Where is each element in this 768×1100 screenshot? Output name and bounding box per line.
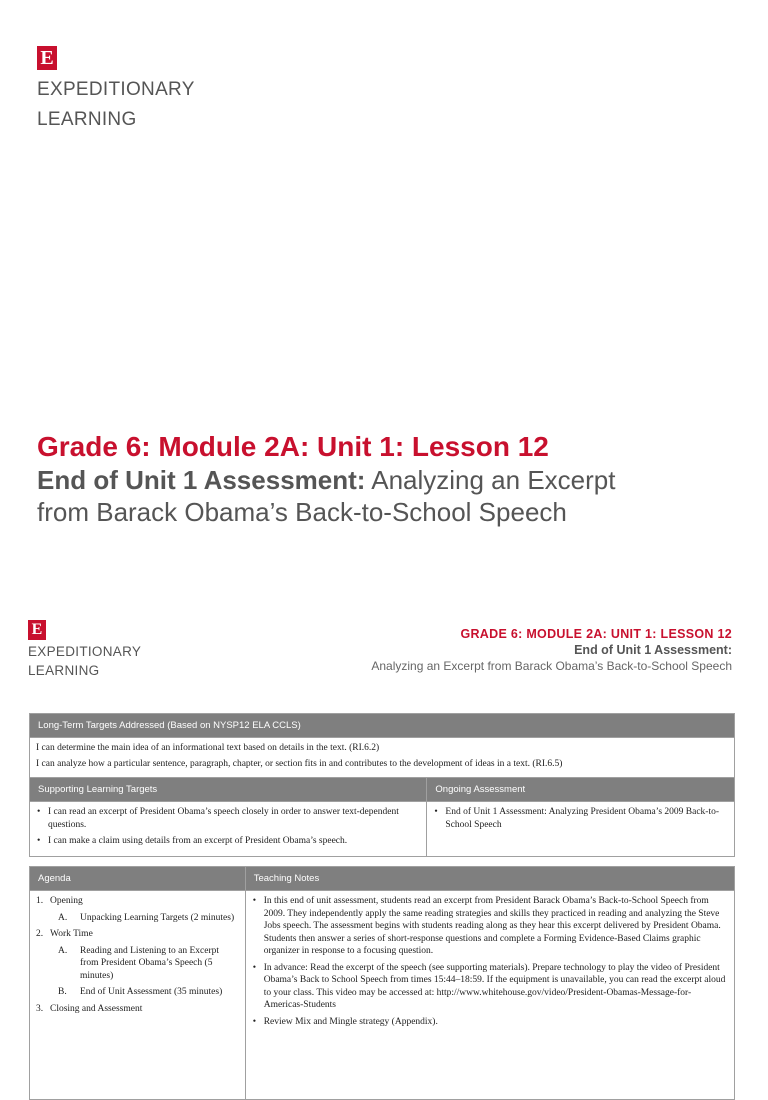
long-term-targets — [30, 738, 735, 778]
lesson-subtitle-line1 — [37, 464, 737, 496]
list-item: • Review Mix and Mingle strategy (Appendix). — [252, 1016, 438, 1027]
agenda-item: 3. Closing and Assessment — [36, 1003, 143, 1014]
lesson-title: Grade 6: Module 2A: Unit 1: Lesson 12 — [37, 431, 549, 462]
long-term-targets-header: Long-Term Targets Addressed (Based on NYSP12 ELA CCLS) — [30, 714, 735, 738]
teaching-notes-header: Teaching Notes — [245, 867, 734, 891]
agenda-table — [29, 866, 735, 1100]
target-line: I can analyze how a particular sentence, paragraph, chapter, or section fits in and contributes to the development of ideas in a text. (RI.6.5) — [36, 758, 563, 769]
agenda-list — [30, 891, 246, 1100]
list-item: • I can make a claim using details from an excerpt of President Obama’s speech. — [37, 836, 348, 846]
agenda-subitem: A. Unpacking Learning Targets (2 minutes) — [58, 912, 235, 923]
header-assessment: End of Unit 1 Assessment: — [574, 643, 732, 657]
agenda-item: 2. Work Time — [36, 929, 93, 939]
supporting-targets — [30, 802, 427, 857]
target-line: I can determine the main idea of an informational text based on details in the text. (RI.6.2) — [36, 743, 380, 753]
expeditionary-learning-logo — [37, 46, 195, 130]
teaching-notes — [245, 891, 734, 1100]
assessment-label: End of Unit 1 Assessment: — [37, 465, 366, 495]
agenda-item: 1. Opening — [36, 896, 83, 906]
agenda-header: Agenda — [30, 867, 246, 891]
lesson-subtitle-line2: from Barack Obama’s Back-to-School Speech — [37, 497, 567, 527]
header-subtitle: Analyzing an Excerpt from Barack Obama’s Back-to-School Speech — [371, 659, 732, 673]
bullet-icon: • — [252, 1016, 257, 1027]
supporting-targets-header: Supporting Learning Targets — [30, 778, 427, 802]
targets-table — [29, 713, 735, 857]
logo-word-line1: EXPEDITIONARY — [37, 79, 195, 100]
header-logo — [28, 620, 141, 678]
header-logo-line2: LEARNING — [28, 663, 100, 679]
list-item: • End of Unit 1 Assessment: Analyzing President Obama’s 2009 Back-to-School Speech — [434, 807, 720, 830]
ongoing-assessment — [427, 802, 735, 857]
list-item: • In this end of unit assessment, students read an excerpt from President Barack Obama’s Back-to-School Speech from 2009. They independently apply the same reading strategies and skills they practiced in reading and analyzing the Steve Jobs speech. The assessment begins with students reading along as they hear this excerpt delivered by President Obama. Students then answer a series of short-response questions and complete a Forming Evidence-Based Claims graphic organizer in response to a focusing question. — [252, 896, 721, 956]
subtitle-rest: Analyzing an Excerpt — [365, 465, 616, 495]
list-item: • I can read an excerpt of President Obama’s speech closely in order to answer text-dependent questions. — [37, 807, 399, 830]
bullet-icon: • — [252, 896, 257, 906]
page-header — [371, 626, 732, 674]
list-item: • In advance: Read the excerpt of the speech (see supporting materials). Prepare technology to play the video of President Obama’s Back to School Speech from times 15:44–18:59. If the equipment is unavailable, you can read the excerpt aloud to your class. This video may be accessed at: http://www.whitehouse.gov/video/President-Obamas-Message-for-Americas-Students — [252, 962, 726, 1010]
agenda-subitem: A. Reading and Listening to an Excerpt from President Obama’s Speech (5 minutes) — [58, 945, 220, 981]
header-logo-line1: EXPEDITIONARY — [28, 644, 142, 659]
logo-mark: E — [37, 46, 57, 70]
header-logo-mark: E — [28, 620, 46, 640]
bullet-icon: • — [252, 962, 257, 973]
logo-word-line2: LEARNING — [37, 108, 137, 130]
cover-title — [37, 430, 737, 528]
ongoing-assessment-header: Ongoing Assessment — [427, 778, 735, 802]
header-lesson: GRADE 6: MODULE 2A: UNIT 1: LESSON 12 — [460, 627, 732, 641]
bullet-icon: • — [37, 807, 41, 817]
agenda-subitem: B. End of Unit Assessment (35 minutes) — [58, 987, 223, 997]
bullet-icon: • — [37, 836, 41, 846]
bullet-icon: • — [434, 807, 438, 817]
